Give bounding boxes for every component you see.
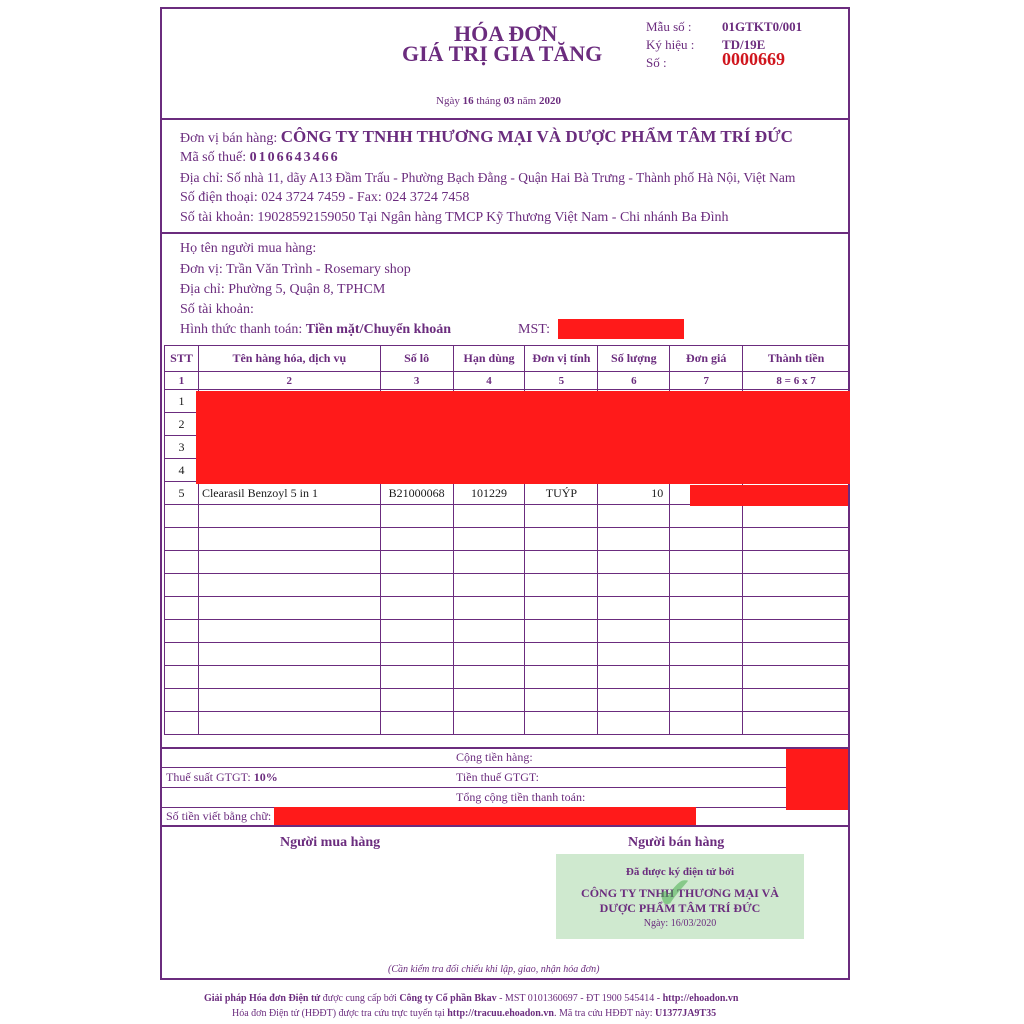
header-unit: Đơn vị tính xyxy=(525,346,598,372)
empty-cell xyxy=(525,666,598,689)
col-number: 2 xyxy=(198,372,380,390)
cell-stt: 2 xyxy=(165,413,199,436)
col-number: 5 xyxy=(525,372,598,390)
empty-cell xyxy=(453,666,525,689)
form-label: Mẫu số : xyxy=(646,19,692,34)
empty-cell xyxy=(198,505,380,528)
redaction-mst xyxy=(558,319,684,339)
empty-cell xyxy=(598,689,670,712)
col-number: 7 xyxy=(670,372,743,390)
signed-by-label: Đã được ký điện tử bởi xyxy=(625,866,735,878)
symbol-value: TD/19E xyxy=(722,37,766,52)
empty-cell xyxy=(165,505,199,528)
vat-amount-label: Tiền thuế GTGT: xyxy=(456,770,539,784)
empty-cell xyxy=(743,574,850,597)
empty-cell xyxy=(453,574,525,597)
number-label: Số : xyxy=(646,55,667,70)
col-number: 3 xyxy=(380,372,453,390)
header-price: Đơn giá xyxy=(670,346,743,372)
empty-cell xyxy=(670,551,743,574)
empty-cell xyxy=(165,528,199,551)
cell-stt: 3 xyxy=(165,436,199,459)
empty-cell xyxy=(198,620,380,643)
cell-exp: 101229 xyxy=(453,482,525,505)
empty-cell xyxy=(670,643,743,666)
subtotal-label: Cộng tiền hàng: xyxy=(456,750,533,764)
empty-cell xyxy=(453,712,525,735)
empty-cell xyxy=(198,597,380,620)
lookup-code: U1377JA9T35 xyxy=(654,1008,717,1019)
empty-cell xyxy=(380,689,453,712)
header-lot: Số lô xyxy=(380,346,453,372)
empty-table-row xyxy=(165,712,850,735)
buyer-unit: Đơn vị: Trần Văn Trình - Rosemary shop xyxy=(180,262,411,277)
empty-cell xyxy=(165,551,199,574)
empty-cell xyxy=(380,666,453,689)
empty-cell xyxy=(453,551,525,574)
redaction-items xyxy=(196,391,850,484)
empty-cell xyxy=(380,643,453,666)
empty-cell xyxy=(525,551,598,574)
signer-name: CÔNG TY TNHH THƯƠNG MẠI VÀ DƯỢC PHẨM TÂM TRÍ ĐỨC xyxy=(581,886,779,915)
empty-table-row xyxy=(165,689,850,712)
empty-cell xyxy=(598,574,670,597)
empty-cell xyxy=(380,620,453,643)
empty-cell xyxy=(380,505,453,528)
empty-cell xyxy=(165,712,199,735)
seller-phone: Số điện thoại: 024 3724 7459 - Fax: 024 3724 7458 xyxy=(180,190,470,205)
header-qty: Số lượng xyxy=(598,346,670,372)
empty-cell xyxy=(525,574,598,597)
buyer-signature-title: Người mua hàng xyxy=(280,835,381,850)
empty-cell xyxy=(165,574,199,597)
empty-cell xyxy=(453,643,525,666)
empty-cell xyxy=(525,597,598,620)
cell-lot: B21000068 xyxy=(380,482,453,505)
empty-cell xyxy=(743,551,850,574)
empty-table-row xyxy=(165,666,850,689)
empty-cell xyxy=(198,689,380,712)
empty-cell xyxy=(598,643,670,666)
empty-cell xyxy=(198,528,380,551)
empty-table-row xyxy=(165,551,850,574)
buyer-name: Họ tên người mua hàng: xyxy=(180,241,317,256)
empty-cell xyxy=(743,597,850,620)
seller-signature-title: Người bán hàng xyxy=(628,835,725,850)
cell-unit: TUÝP xyxy=(525,482,598,505)
grand-total-label: Tổng cộng tiền thanh toán: xyxy=(456,790,586,804)
empty-table-row xyxy=(165,505,850,528)
redaction-row5-amount xyxy=(690,485,848,506)
cell-stt: 5 xyxy=(165,482,199,505)
seller-unit: Đơn vị bán hàng: CÔNG TY TNHH THƯƠNG MẠI VÀ DƯỢC PHẨM TÂM TRÍ ĐỨC xyxy=(180,127,793,146)
empty-cell xyxy=(670,712,743,735)
empty-cell xyxy=(525,712,598,735)
col-number: 4 xyxy=(453,372,525,390)
invoice-date: Ngày 16 tháng 03 năm 2020 xyxy=(436,95,561,107)
empty-cell xyxy=(598,620,670,643)
empty-cell xyxy=(670,574,743,597)
empty-cell xyxy=(198,643,380,666)
empty-cell xyxy=(670,505,743,528)
empty-cell xyxy=(453,528,525,551)
divider xyxy=(162,825,848,827)
cell-name: Clearasil Benzoyl 5 in 1 xyxy=(198,482,380,505)
payment-value: Tiền mặt/Chuyển khoản xyxy=(305,322,452,337)
seller-tax-code: 0106643466 xyxy=(249,150,340,165)
empty-cell xyxy=(198,666,380,689)
empty-cell xyxy=(453,597,525,620)
col-number: 6 xyxy=(598,372,670,390)
empty-cell xyxy=(743,666,850,689)
empty-table-row xyxy=(165,528,850,551)
empty-cell xyxy=(525,528,598,551)
amount-in-words-label: Số tiền viết bằng chữ: xyxy=(166,809,272,823)
empty-cell xyxy=(670,666,743,689)
cell-stt: 1 xyxy=(165,390,199,413)
empty-cell xyxy=(198,712,380,735)
table-header-row xyxy=(165,346,850,372)
empty-cell xyxy=(453,505,525,528)
redaction-totals xyxy=(786,749,848,810)
checkmark-icon: ✔ xyxy=(656,869,693,918)
empty-cell xyxy=(525,505,598,528)
header-stt: STT xyxy=(165,346,199,372)
empty-table-row xyxy=(165,597,850,620)
empty-cell xyxy=(165,689,199,712)
empty-table-row xyxy=(165,620,850,643)
invoice-title: HÓA ĐƠN xyxy=(454,21,558,46)
cell-stt: 4 xyxy=(165,459,199,482)
empty-cell xyxy=(525,643,598,666)
empty-cell xyxy=(670,620,743,643)
buyer-mst-label: MST: xyxy=(518,322,550,337)
symbol-label: Ký hiệu : xyxy=(646,37,695,52)
empty-cell xyxy=(670,689,743,712)
form-value: 01GTKT0/001 xyxy=(722,19,803,34)
empty-cell xyxy=(380,574,453,597)
empty-cell xyxy=(525,620,598,643)
empty-cell xyxy=(380,597,453,620)
divider xyxy=(162,787,848,788)
divider xyxy=(162,747,848,749)
divider xyxy=(162,232,848,234)
signed-date: Ngày: 16/03/2020 xyxy=(643,918,717,929)
empty-cell xyxy=(380,712,453,735)
empty-cell xyxy=(598,712,670,735)
divider xyxy=(162,118,848,120)
footer-link[interactable]: http://ehoadon.vn xyxy=(662,993,739,1004)
empty-cell xyxy=(598,528,670,551)
header-expiry: Hạn dùng xyxy=(453,346,525,372)
empty-cell xyxy=(453,689,525,712)
lookup-link[interactable]: http://tracuu.ehoadon.vn xyxy=(447,1008,554,1019)
empty-cell xyxy=(165,666,199,689)
invoice-subtitle: GIÁ TRỊ GIA TĂNG xyxy=(402,41,603,66)
buyer-address: Địa chỉ: Phường 5, Quận 8, TPHCM xyxy=(180,282,386,297)
empty-cell xyxy=(598,597,670,620)
header-amount: Thành tiền xyxy=(743,346,850,372)
empty-cell xyxy=(743,643,850,666)
empty-cell xyxy=(165,620,199,643)
seller-tax: Mã số thuế: 0106643466 xyxy=(180,150,340,165)
empty-cell xyxy=(670,597,743,620)
seller-address: Địa chỉ: Số nhà 11, dãy A13 Đầm Trấu - Phường Bạch Đằng - Quận Hai Bà Trưng - Thành phố Hà Nội, Việt Nam xyxy=(180,170,796,185)
column-number-row xyxy=(165,372,850,390)
empty-table-row xyxy=(165,574,850,597)
divider xyxy=(162,767,848,768)
empty-cell xyxy=(743,712,850,735)
invoice-frame xyxy=(160,7,850,980)
empty-cell xyxy=(598,505,670,528)
redaction-amount-words xyxy=(274,807,696,825)
vat-rate: Thuế suất GTGT: 10% xyxy=(166,770,278,784)
empty-cell xyxy=(525,689,598,712)
empty-cell xyxy=(598,551,670,574)
empty-cell xyxy=(380,528,453,551)
col-number: 1 xyxy=(165,372,199,390)
empty-cell xyxy=(670,528,743,551)
empty-cell xyxy=(198,574,380,597)
empty-cell xyxy=(598,666,670,689)
col-number: 8 = 6 x 7 xyxy=(743,372,850,390)
footer-line-2: Hóa đơn Điện tử (HĐĐT) được tra cứu trực tuyến tại http://tracuu.ehoadon.vn. Mã tra cứu HĐĐT này: U1377JA9T35 xyxy=(232,1008,717,1019)
digital-signature-box xyxy=(556,854,804,939)
empty-cell xyxy=(743,505,850,528)
empty-cell xyxy=(165,597,199,620)
verification-note: (Cần kiểm tra đối chiếu khi lập, giao, nhận hóa đơn) xyxy=(388,964,600,975)
seller-name: CÔNG TY TNHH THƯƠNG MẠI VÀ DƯỢC PHẨM TÂM TRÍ ĐỨC xyxy=(280,127,793,146)
empty-cell xyxy=(165,643,199,666)
invoice-number: 0000669 xyxy=(722,49,785,69)
empty-cell xyxy=(743,528,850,551)
buyer-account: Số tài khoản: xyxy=(180,302,254,317)
seller-account: Số tài khoản: 19028592159050 Tại Ngân hàng TMCP Kỹ Thương Việt Nam - Chi nhánh Ba Đình xyxy=(180,210,729,225)
empty-table-row xyxy=(165,643,850,666)
payment-method: Hình thức thanh toán: Tiền mặt/Chuyển khoản xyxy=(180,322,452,337)
vat-rate-value: 10% xyxy=(253,770,278,784)
empty-cell xyxy=(198,551,380,574)
footer-line-1: Giải pháp Hóa đơn Điện tử được cung cấp bởi Công ty Cổ phần Bkav - MST 0101360697 - ĐT 1900 545414 - http://ehoadon.vn xyxy=(204,993,739,1004)
empty-cell xyxy=(453,620,525,643)
empty-cell xyxy=(380,551,453,574)
header-name: Tên hàng hóa, dịch vụ xyxy=(198,346,380,372)
empty-cell xyxy=(743,620,850,643)
empty-cell xyxy=(743,689,850,712)
cell-qty: 10 xyxy=(598,482,670,505)
